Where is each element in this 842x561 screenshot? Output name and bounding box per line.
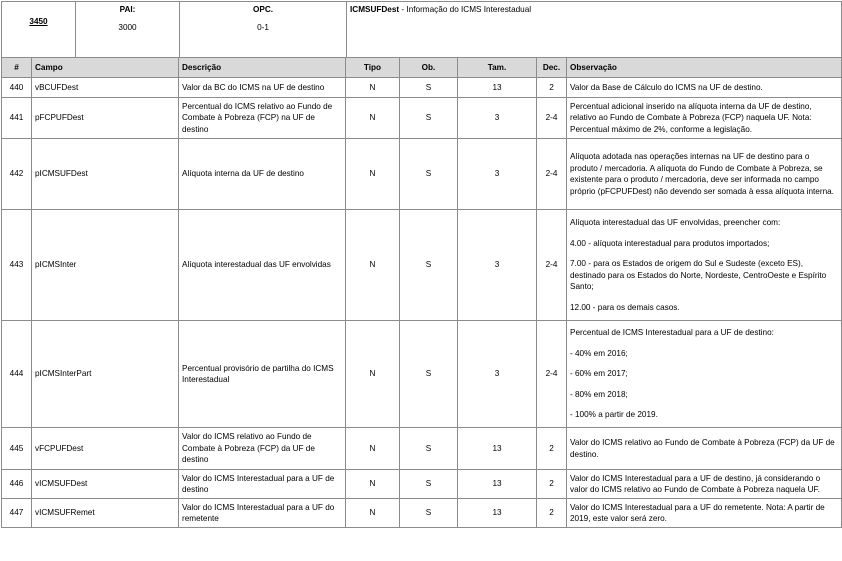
field-observation — [567, 428, 842, 470]
row-number: 444 — [2, 321, 32, 428]
field-decimals: 2 — [537, 428, 567, 470]
col-ob: Ob. — [400, 58, 458, 78]
table-row — [2, 428, 842, 470]
field-size: 13 — [458, 470, 537, 499]
group-title-tag: ICMSUFDest — [350, 5, 400, 14]
field-required: S — [400, 78, 458, 98]
col-descricao: Descrição — [179, 58, 346, 78]
observation-line: Valor do ICMS relativo ao Fundo de Combate à Pobreza (FCP) da UF de destino. — [570, 438, 835, 459]
col-dec: Dec. — [537, 58, 567, 78]
table-row — [2, 139, 842, 210]
col-campo: Campo — [32, 58, 179, 78]
group-code: 3450 — [2, 2, 76, 58]
field-required: S — [400, 428, 458, 470]
opc-label: OPC. — [252, 5, 274, 14]
col-number: # — [2, 58, 32, 78]
field-required: S — [400, 210, 458, 321]
group-title-cell — [347, 2, 842, 58]
field-decimals: 2-4 — [537, 139, 567, 210]
field-size: 3 — [458, 139, 537, 210]
observation-line: 12.00 - para os demais casos. — [570, 302, 680, 312]
field-description: Valor do ICMS relativo ao Fundo de Combate à Pobreza (FCP) da UF de destino — [179, 428, 346, 470]
field-required: S — [400, 98, 458, 139]
observation-line: Valor do ICMS Interestadual para a UF de destino, já considerando o valor do ICMS relativo ao Fundo de Combate à Pobreza naquela UF. — [570, 473, 821, 494]
field-size: 3 — [458, 321, 537, 428]
observation-line: - 100% a partir de 2019. — [570, 410, 658, 420]
field-observation — [567, 470, 842, 499]
row-number: 443 — [2, 210, 32, 321]
field-size: 13 — [458, 428, 537, 470]
row-number: 442 — [2, 139, 32, 210]
observation-line: Valor do ICMS Interestadual para a UF do remetente. Nota: A partir de 2019, este valor será zero. — [570, 502, 825, 523]
field-type: N — [346, 210, 400, 321]
field-description: Valor da BC do ICMS na UF de destino — [179, 78, 346, 98]
field-decimals: 2 — [537, 499, 567, 528]
table-row — [2, 470, 842, 499]
field-name: vBCUFDest — [32, 78, 179, 98]
field-required: S — [400, 139, 458, 210]
table-row — [2, 98, 842, 139]
observation-line: Alíquota interestadual das UF envolvidas, preencher com: — [570, 218, 781, 227]
field-observation — [567, 321, 842, 428]
row-number: 447 — [2, 499, 32, 528]
field-type: N — [346, 78, 400, 98]
observation-line: 4.00 - alíquota interestadual para produtos importados; — [570, 238, 770, 248]
group-title-text: - Informação do ICMS Interestadual — [399, 5, 532, 14]
field-description: Alíquota interna da UF de destino — [179, 139, 346, 210]
field-description: Valor do ICMS Interestadual para a UF do remetente — [179, 499, 346, 528]
observation-line: - 60% em 2017; — [570, 369, 628, 379]
field-name: pICMSUFDest — [32, 139, 179, 210]
field-name: pFCPUFDest — [32, 98, 179, 139]
table-row — [2, 210, 842, 321]
observation-line: - 80% em 2018; — [570, 389, 628, 399]
column-header-row — [2, 58, 842, 78]
row-number: 440 — [2, 78, 32, 98]
main-table — [1, 57, 842, 528]
col-tipo: Tipo — [346, 58, 400, 78]
row-number: 446 — [2, 470, 32, 499]
field-description: Percentual provisório de partilha do ICMS Interestadual — [179, 321, 346, 428]
col-tam: Tam. — [458, 58, 537, 78]
field-type: N — [346, 139, 400, 210]
field-observation — [567, 98, 842, 139]
row-number: 441 — [2, 98, 32, 139]
field-size: 3 — [458, 210, 537, 321]
pai-cell — [76, 2, 180, 58]
opc-value: 0-1 — [257, 22, 269, 32]
observation-line: - 40% em 2016; — [570, 348, 628, 358]
row-number: 445 — [2, 428, 32, 470]
field-required: S — [400, 499, 458, 528]
field-description: Alíquota interestadual das UF envolvidas — [179, 210, 346, 321]
field-name: vICMSUFRemet — [32, 499, 179, 528]
observation-line: 7.00 - para os Estados de origem do Sul e Sudeste (exceto ES), destinado para os Estados do Norte, Nordeste, CentroOeste e Espírito Santo; — [570, 259, 827, 291]
field-type: N — [346, 499, 400, 528]
field-decimals: 2 — [537, 78, 567, 98]
field-type: N — [346, 428, 400, 470]
field-size: 13 — [458, 78, 537, 98]
observation-line: Alíquota adotada nas operações internas na UF de destino para o produto / mercadoria. A alíquota do Fundo de Combate à Pobreza, se existente para o produto / mercadoria, deve ser informada no campo próprio (pFCPUFDest) não devendo ser somada à essa alíquota interna. — [570, 152, 834, 196]
field-decimals: 2-4 — [537, 210, 567, 321]
table-row — [2, 499, 842, 528]
observation-line: Percentual adicional inserido na alíquota interna da UF de destino, relativo ao Fundo de Combate à Pobreza (FCP) naquela UF. Nota: Percentual máximo de 2%, conforme a legislação. — [570, 101, 812, 134]
table-row — [2, 78, 842, 98]
field-table — [1, 1, 842, 58]
field-observation — [567, 139, 842, 210]
field-required: S — [400, 470, 458, 499]
field-type: N — [346, 321, 400, 428]
field-observation — [567, 499, 842, 528]
field-name: pICMSInterPart — [32, 321, 179, 428]
field-size: 13 — [458, 499, 537, 528]
field-required: S — [400, 321, 458, 428]
field-type: N — [346, 98, 400, 139]
field-name: pICMSInter — [32, 210, 179, 321]
field-description: Valor do ICMS Interestadual para a UF de destino — [179, 470, 346, 499]
field-decimals: 2 — [537, 470, 567, 499]
table-row — [2, 321, 842, 428]
field-decimals: 2-4 — [537, 98, 567, 139]
observation-line: Percentual de ICMS Interestadual para a UF de destino: — [570, 328, 774, 338]
field-name: vFCPUFDest — [32, 428, 179, 470]
header-row — [2, 2, 842, 58]
pai-label: PAI: — [119, 5, 136, 14]
observation-line: Valor da Base de Cálculo do ICMS na UF de destino. — [570, 82, 763, 92]
field-type: N — [346, 470, 400, 499]
field-observation — [567, 78, 842, 98]
field-size: 3 — [458, 98, 537, 139]
col-observacao: Observação — [567, 58, 842, 78]
field-observation — [567, 210, 842, 321]
opc-cell — [180, 2, 347, 58]
document-page — [1, 1, 841, 559]
field-name: vICMSUFDest — [32, 470, 179, 499]
pai-value: 3000 — [118, 22, 137, 32]
field-description: Percentual do ICMS relativo ao Fundo de Combate à Pobreza (FCP) na UF de destino — [179, 98, 346, 139]
field-decimals: 2-4 — [537, 321, 567, 428]
